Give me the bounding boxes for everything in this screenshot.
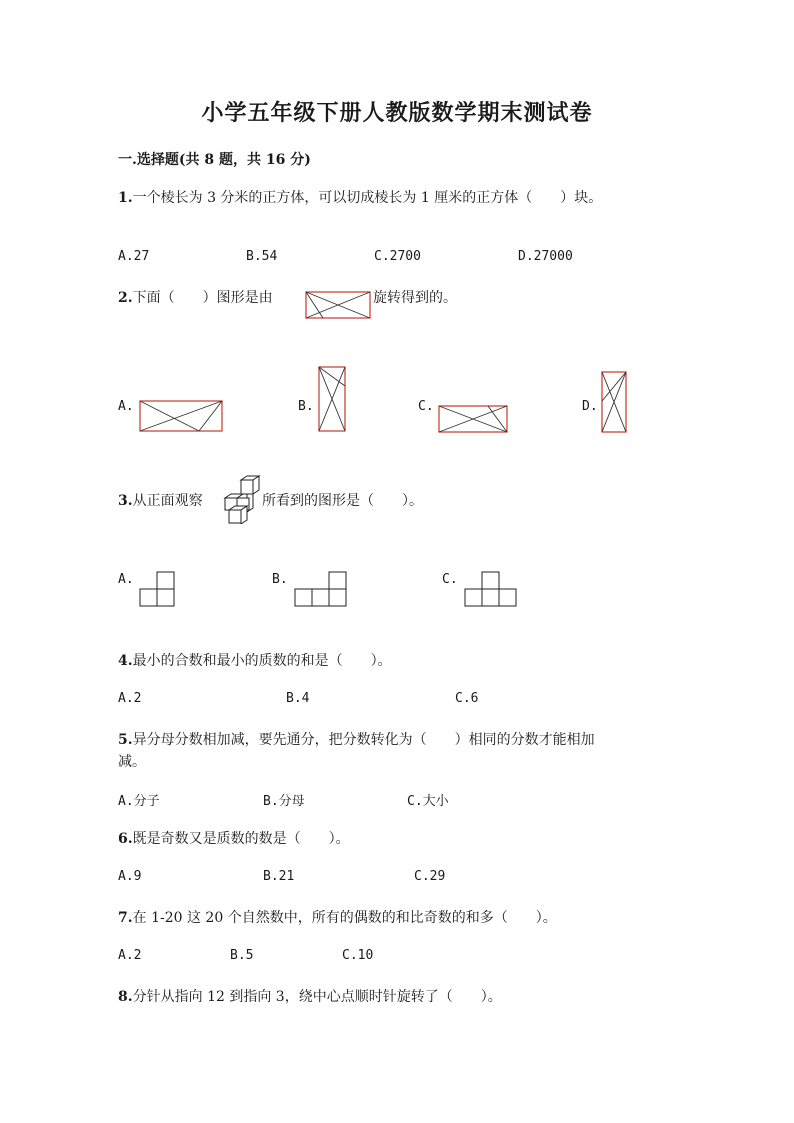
option-d-figure	[601, 371, 627, 433]
option-a-figure	[139, 400, 223, 432]
question-number: 5.	[118, 732, 133, 748]
option-d: D.27000	[518, 249, 573, 264]
option-b: B.4	[286, 691, 310, 706]
option-b-figure	[294, 571, 348, 607]
question-text: 既是奇数又是质数的数是（ ）。	[132, 831, 350, 847]
option-b: B.	[298, 399, 314, 414]
option-a: A.9	[118, 869, 142, 884]
option-b: B.	[272, 572, 288, 587]
option-b: B.5	[230, 948, 254, 963]
question-text: 分针从指向 12 到指向 3，绕中心点顺时针旋转了（ ）。	[132, 989, 502, 1005]
question-2	[118, 287, 273, 307]
question-text: 最小的合数和最小的质数的和是（ ）。	[132, 653, 392, 669]
option-a: A.27	[118, 249, 150, 264]
option-c: C.10	[342, 948, 374, 963]
question-number: 8.	[118, 989, 133, 1005]
option-a: A.	[118, 572, 134, 587]
option-c: C.2700	[374, 249, 421, 264]
question-text: 异分母分数相加减，要先通分，把分数转化为（ ）相同的分数才能相加	[132, 732, 595, 748]
option-b: B.分母	[263, 794, 305, 809]
option-c: C.	[418, 399, 434, 414]
question-text: 在 1-20 这 20 个自然数中，所有的偶数的和比奇数的和多（ ）。	[132, 910, 557, 926]
option-c: C.29	[414, 869, 446, 884]
question-text-after: 所看到的图形是（ ）。	[262, 493, 423, 509]
question-number: 7.	[118, 910, 133, 926]
question-number: 1.	[118, 190, 133, 206]
option-a: A.分子	[118, 794, 160, 809]
section-heading: 一.选择题(共 8 题，共 16 分)	[118, 152, 311, 168]
option-a-figure	[139, 571, 177, 607]
option-b-figure	[318, 366, 346, 432]
option-a: A.2	[118, 948, 142, 963]
question-number: 3.	[118, 493, 133, 509]
question-number: 4.	[118, 653, 133, 669]
option-b: B.54	[246, 249, 278, 264]
question-text-after: 旋转得到的。	[373, 290, 457, 306]
question-number: 2.	[118, 290, 133, 306]
option-a: A.2	[118, 691, 142, 706]
question-number: 6.	[118, 831, 133, 847]
question-6	[118, 828, 350, 848]
option-c-figure	[438, 405, 508, 433]
page-title: 小学五年级下册人教版数学期末测试卷	[201, 100, 593, 126]
question-8	[118, 986, 502, 1006]
cube-stack-figure	[217, 474, 261, 524]
question-text: 一个棱长为 3 分米的正方体，可以切成棱长为 1 厘米的正方体（ ）块。	[132, 190, 603, 206]
rectangle-triangle-figure	[305, 291, 371, 319]
option-c-figure	[464, 571, 518, 607]
question-3	[118, 490, 203, 510]
question-5-continued: 减。	[118, 754, 146, 770]
question-7	[118, 907, 557, 927]
question-text-before: 从正面观察	[132, 493, 203, 509]
option-c: C.6	[455, 691, 479, 706]
option-d: D.	[582, 399, 598, 414]
question-5	[118, 729, 595, 749]
question-4	[118, 650, 392, 670]
question-text-before: 下面（ ）图形是由	[132, 290, 273, 306]
option-c: C.大小	[407, 794, 449, 809]
option-a: A.	[118, 399, 134, 414]
question-1	[118, 187, 602, 207]
option-b: B.21	[263, 869, 295, 884]
option-c: C.	[442, 572, 458, 587]
